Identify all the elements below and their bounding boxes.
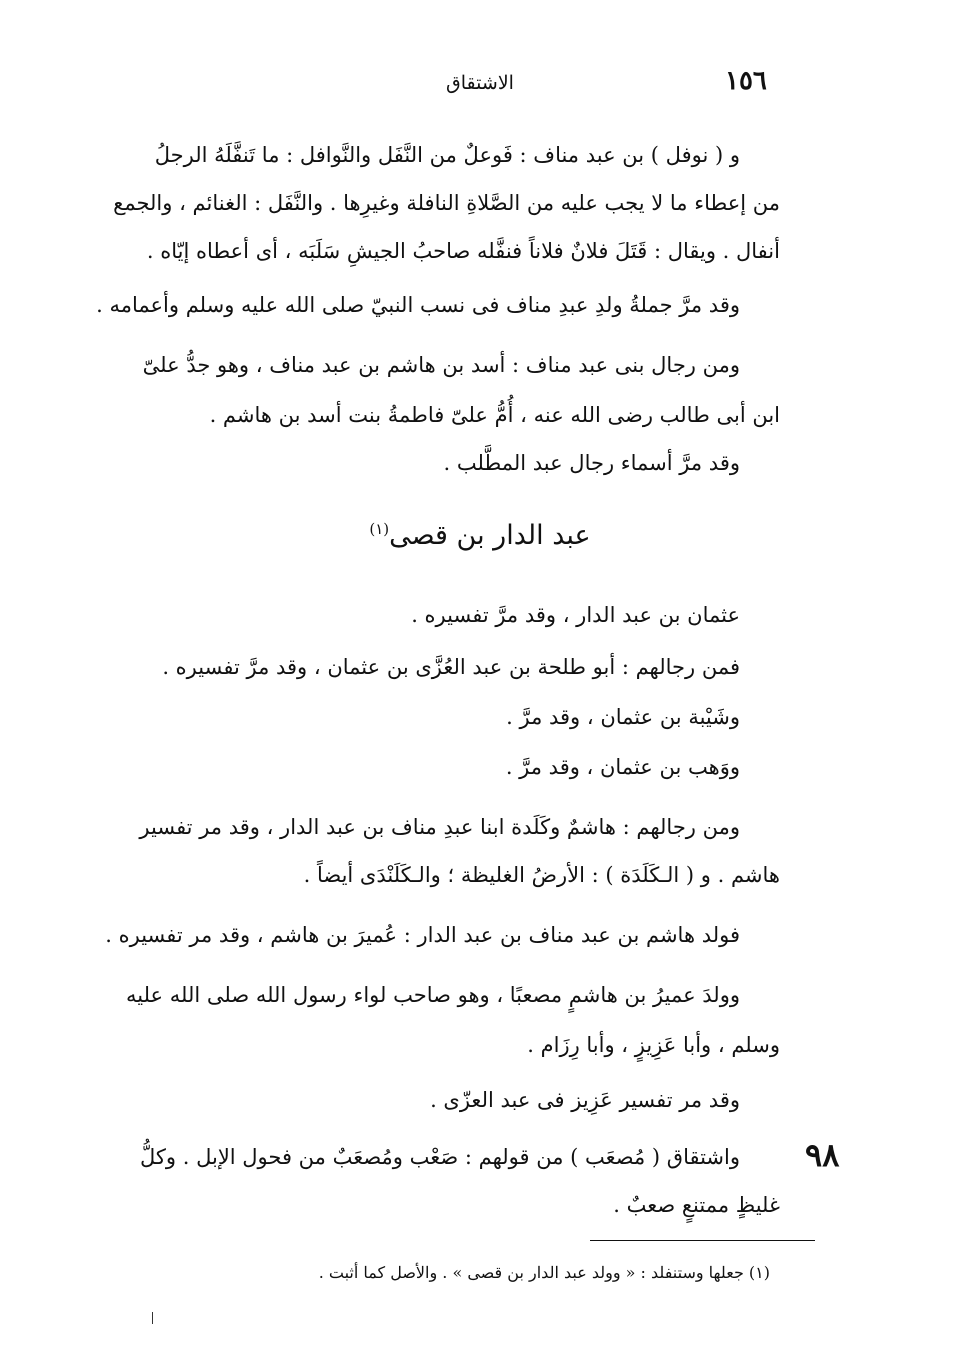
page-number: ١٥٦ [725, 66, 767, 96]
text-line: هاشم . و ( الـكَلَدَة ) : الأرضُ الغليظة ؛ والـكَلَنْدَى أيضاً . [303, 863, 780, 887]
text-line: فولد هاشم بن عبد مناف بن عبد الدار : عُميرَ بن هاشم ، وقد مر تفسيره . [105, 923, 740, 947]
text-line: من إعطاء ما لا يجب عليه من الصَّلاةِ النافلة وغيرِها . والنَّفَل : الغنائم ، والجمع [113, 191, 780, 215]
footnote-marker: (١) [369, 520, 390, 538]
text-line: وقد مرَّ جملةُ ولدِ عبدِ مناف فى نسب النبيّ صلى الله عليه وسلم وأعمامه . [96, 293, 740, 317]
footnote: (١) جعلها وستنفلد : « وولد عبد الدار بن قصى » . والأصل كما أثبت . [318, 1263, 770, 1282]
text-line: ابن أبى طالب رضى الله عنه ، أُمُّ علىّ فاطمةُ بنت أسد بن هاشم . [209, 403, 780, 427]
text-line: أنفال . ويقال : قَتَلَ فلانٌ فلاناً فنفَّله صاحبُ الجيشِ سَلَبَه ، أى أعطاه إيّاه . [146, 239, 780, 263]
section-heading [330, 520, 630, 551]
section-heading-text: عبد الدار بن قصى [389, 520, 591, 551]
text-line: ووَهب بن عثمان ، وقد مرَّ . [505, 755, 740, 779]
text-line: وشَيْبة بن عثمان ، وقد مرَّ . [506, 705, 740, 729]
text-line: وسلم ، وأبا عَزِيزٍ ، وأبا رِزَام . [527, 1033, 780, 1057]
running-header-title: الاشتقاق [446, 72, 514, 94]
text-line: و ( نوفل ) بن عبد مناف : فَوعلٌ من النَّفَل والنَّوافل : ما تَنفَّلَهُ الرجلُ [154, 143, 740, 167]
text-line: ومن رجال بنى عبد مناف : أسد بن هاشم بن عبد مناف ، وهو جدُّ علىّ [142, 353, 740, 377]
text-line: غليظٍ ممتنعٍ صعبٌ . [613, 1193, 780, 1217]
footnote-divider [590, 1240, 815, 1241]
text-line: وولدَ عميرُ بن هاشمٍ مصعبًا ، وهو صاحب لواء رسول الله صلى الله عليه [125, 983, 740, 1007]
text-line: ومن رجالهم : هاشمٌ وكَلَدة ابنا عبدِ مناف بن عبد الدار ، وقد مر تفسير [139, 815, 740, 839]
print-mark [152, 1312, 153, 1324]
text-line: وقد مر تفسير عَزِيز فى عبد العزّى . [430, 1088, 740, 1112]
text-line: عثمان بن عبد الدار ، وقد مرَّ تفسيره . [411, 603, 740, 627]
margin-number: ٩٨ [805, 1136, 840, 1174]
text-line: وقد مرَّ أسماء رجال عبد المطَّلب . [443, 451, 740, 475]
text-line: واشتقاق ( مُصعَب ) من قولهم : صَعْب ومُصعَبٌ من فحول الإبل . وكلُّ [140, 1145, 740, 1169]
text-line: فمن رجالهم : أبو طلحة بن عبد العُزَّى بن عثمان ، وقد مرَّ تفسيره . [162, 655, 740, 679]
